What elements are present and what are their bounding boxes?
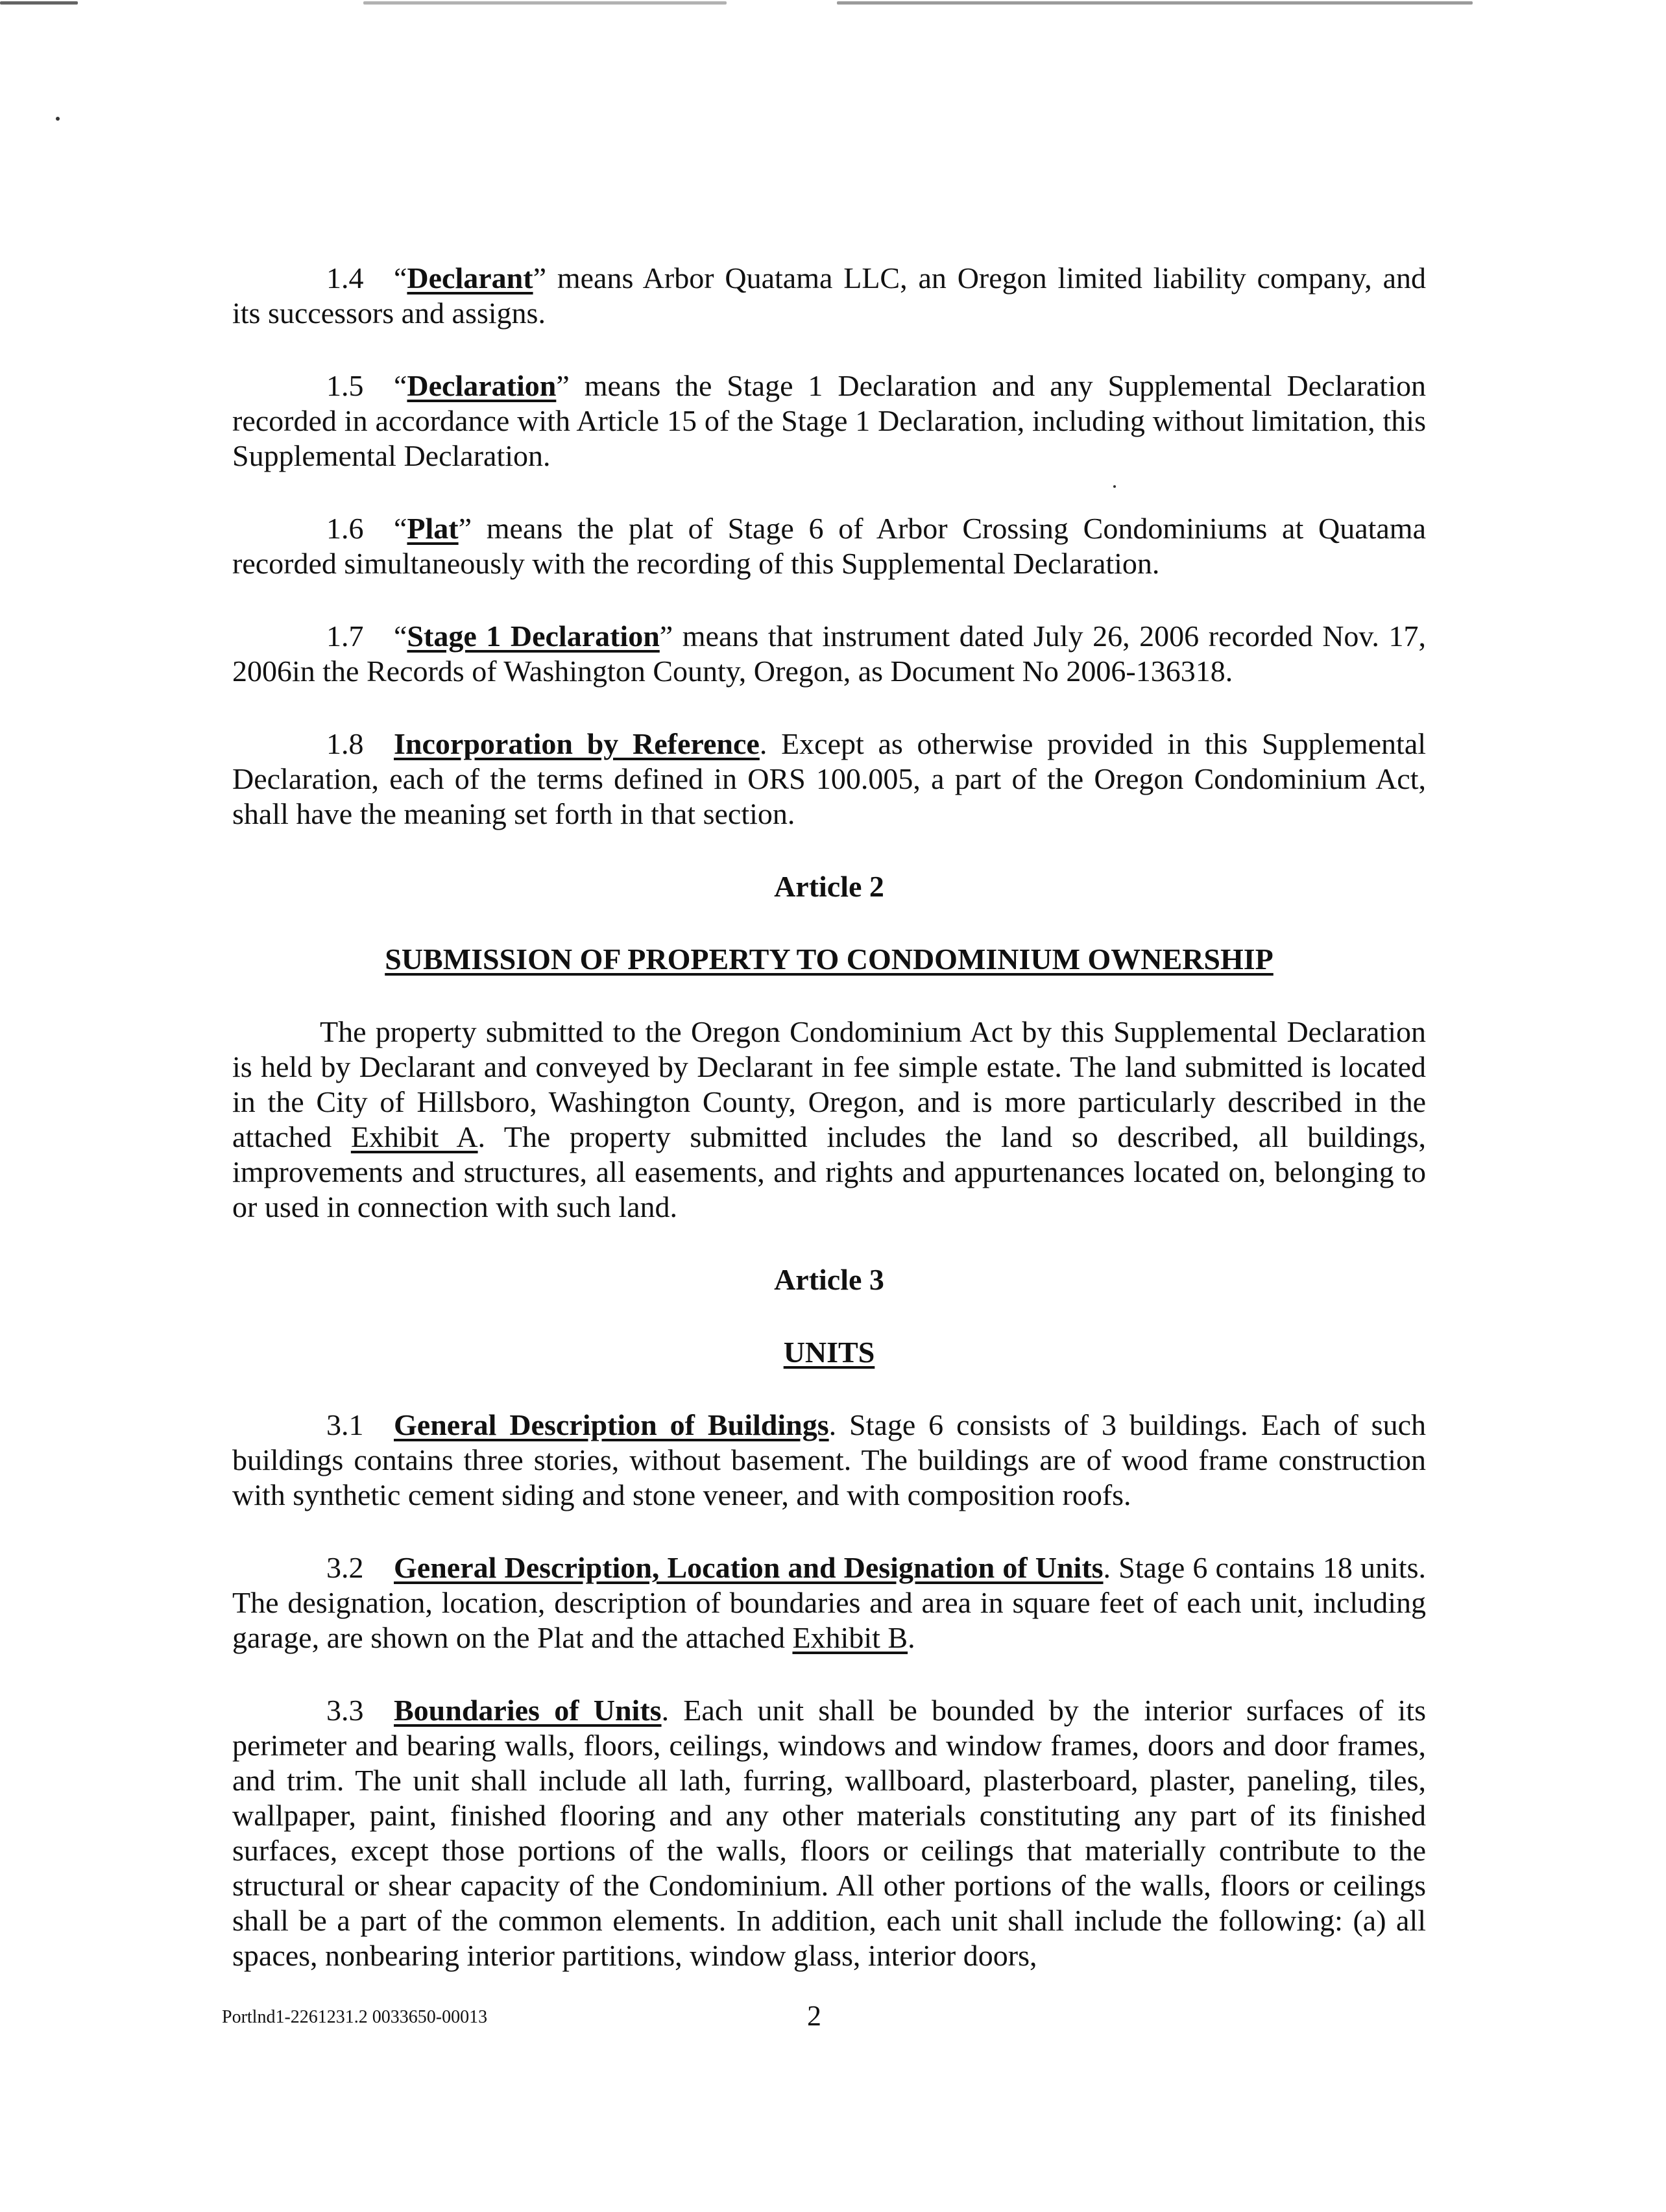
- section-1-7: [232, 619, 1426, 689]
- section-1-6: [232, 511, 1426, 581]
- quote-open: “: [394, 512, 407, 545]
- section-1-4: [232, 261, 1426, 331]
- section-1-8: [232, 727, 1426, 832]
- footer-document-id: Portlnd1-2261231.2 0033650-00013: [222, 2007, 488, 2027]
- article-3-heading: Article 3: [774, 1263, 884, 1296]
- page-number: 2: [807, 2000, 821, 2032]
- article-3-title: UNITS: [783, 1336, 875, 1369]
- section-text-a: . Stage 6 contains 18 units. The designation, location, description of boundaries and area in square feet of each unit, including garage, are shown on the Plat and the attached: [232, 1551, 1426, 1654]
- article-2-text-b: . The property submitted includes the land so described, all buildings, improvements and structures, all easements, and rights and appurtenances located on, belonging to or used in connection with such land.: [232, 1120, 1426, 1223]
- period: .: [759, 727, 767, 760]
- section-text: means the plat of Stage 6 of Arbor Crossing Condominiums at Quatama recorded simultaneously with the recording of this Supplemental Declaration.: [232, 512, 1426, 580]
- quote-close: ”: [659, 619, 673, 653]
- defined-term-incorporation: Incorporation by Reference: [394, 727, 760, 760]
- section-text-b: .: [908, 1621, 915, 1654]
- section-number: 1.7: [326, 619, 364, 653]
- section-heading-general-description-buildings: General Description of Buildings: [394, 1408, 829, 1441]
- section-number: 1.4: [326, 261, 364, 295]
- scan-speck: [56, 117, 60, 121]
- section-text: Except as otherwise provided in this Supplemental Declaration, each of the terms defined in ORS 100.005, a part of the Oregon Condominium Act, shall have the meaning set forth in that section.: [232, 727, 1427, 830]
- section-heading-boundaries-of-units: Boundaries of Units: [394, 1694, 662, 1727]
- section-text: . Each unit shall be bounded by the interior surfaces of its perimeter and bearing walls, floors, ceilings, windows and window frames, doors and door frames, and trim. The unit shall include all lath, furring, wallboard, plasterboard, plaster, paneling, tiles, wallpaper, paint, finished flooring and any other materials constituting any part of its finished surfaces, except those portions of the walls, floors or ceilings that materially contribute to the structural or shear capacity of the Condominium. All other portions of the walls, floors or ceilings shall be a part of the common elements. In addition, each unit shall include the following: (a) all spaces, nonbearing interior partitions, window glass, interior doors,: [232, 1694, 1426, 1972]
- section-number: 1.6: [326, 512, 364, 545]
- exhibit-a-reference: Exhibit A: [350, 1120, 478, 1153]
- article-2-body: [232, 1015, 1426, 1225]
- exhibit-b-reference: Exhibit B: [792, 1621, 908, 1654]
- section-number: 3.3: [326, 1694, 364, 1727]
- defined-term-plat: Plat: [407, 512, 459, 545]
- section-number: 3.2: [326, 1551, 364, 1584]
- section-3-2: [232, 1550, 1426, 1655]
- article-2-heading: Article 2: [774, 870, 884, 903]
- defined-term-declarant: Declarant: [407, 261, 533, 295]
- article-2-text-a: The property submitted to the Oregon Condominium Act by this Supplemental Declaration is held by Declarant and conveyed by Declarant in fee simple estate. The land submitted is located in the City of Hillsboro, Washington County, Oregon, and is more particularly described in the attached: [232, 1015, 1426, 1153]
- section-text: . Stage 6 consists of 3 buildings. Each of such buildings contains three stories, without basement. The buildings are of wood frame construction with synthetic cement siding and stone veneer, and with composition roofs.: [232, 1408, 1426, 1511]
- section-heading-general-description-units: General Description, Location and Designation of Units: [394, 1551, 1104, 1584]
- article-2-title: SUBMISSION OF PROPERTY TO CONDOMINIUM OWNERSHIP: [385, 943, 1274, 976]
- section-number: 1.8: [326, 727, 364, 760]
- section-1-5: [232, 368, 1426, 474]
- section-number: 1.5: [326, 369, 364, 402]
- scan-edge-artifact: [0, 0, 1666, 12]
- section-3-3: [232, 1693, 1426, 1973]
- section-text: means the Stage 1 Declaration and any Supplemental Declaration recorded in accordance with Article 15 of the Stage 1 Declaration, including without limitation, this Supplemental Declaration.: [232, 369, 1426, 472]
- defined-term-declaration: Declaration: [407, 369, 557, 402]
- quote-close: ”: [458, 512, 472, 545]
- quote-open: “: [394, 261, 407, 295]
- section-text: means that instrument dated July 26, 2006 recorded Nov. 17, 2006in the Records of Washington County, Oregon, as Document No 2006-136318.: [232, 619, 1426, 688]
- section-number: 3.1: [326, 1408, 364, 1441]
- document-body: [232, 261, 1426, 1973]
- quote-close: ”: [533, 261, 546, 295]
- defined-term-stage-1-declaration: Stage 1 Declaration: [407, 619, 660, 653]
- quote-open: “: [394, 369, 407, 402]
- section-text: means Arbor Quatama LLC, an Oregon limited liability company, and its successors and assigns.: [232, 261, 1426, 330]
- quote-open: “: [394, 619, 407, 653]
- quote-close: ”: [556, 369, 570, 402]
- section-3-1: [232, 1408, 1426, 1513]
